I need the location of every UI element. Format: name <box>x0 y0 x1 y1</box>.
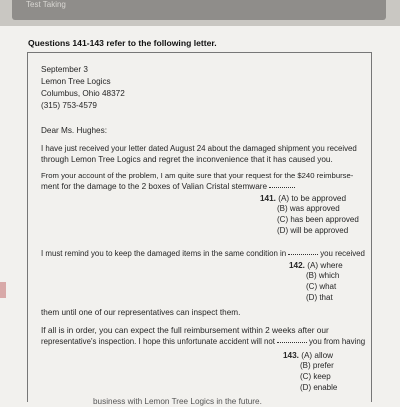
para1-line2: through Lemon Tree Logics and regret the inconvenience that it has caused you. <box>41 155 333 164</box>
para4-line2-end: you from having <box>308 337 366 346</box>
para3-line2: them until one of our representatives can inspect them. <box>41 308 241 317</box>
question-142-option-a: (A) where <box>307 261 343 270</box>
blank-143 <box>277 341 307 343</box>
header-bar <box>12 0 386 20</box>
question-141-option-d: (D) will be approved <box>277 226 349 235</box>
question-143-number: 143. <box>283 351 299 360</box>
closing-partial: business with Lemon Tree Logics in the future. <box>93 397 262 406</box>
question-141-option-c: (C) has been approved <box>277 215 359 224</box>
para3-line1-text: I must remind you to keep the damaged items in the same condition in <box>41 249 287 258</box>
edge-mark <box>0 282 6 298</box>
para4-line2-text: representative's inspection. I hope this unfortunate accident will not <box>41 337 275 346</box>
para4-line1: If all is in order, you can expect the full reimbursement within 2 weeks after our <box>41 325 329 335</box>
question-143-option-b: (B) prefer <box>300 361 334 370</box>
para3-line1-end: you received <box>320 249 365 258</box>
letter-date: September 3 <box>41 65 88 74</box>
question-heading: Questions 141-143 refer to the following letter. <box>28 38 217 48</box>
para1-line1: I have just received your letter dated August 24 about the damaged shipment you received <box>41 144 357 153</box>
para4-line2 <box>41 336 365 347</box>
question-143 <box>283 350 333 361</box>
para2-line2 <box>41 181 297 192</box>
question-141-option-a: (A) to be approved <box>278 194 347 203</box>
letter-box <box>27 52 372 406</box>
question-142-number: 142. <box>289 261 305 270</box>
question-141-number: 141. <box>260 194 276 203</box>
question-142-option-c: (C) what <box>306 282 337 291</box>
para3-line1 <box>41 248 365 259</box>
question-143-option-d: (D) enable <box>300 383 338 392</box>
blank-141 <box>269 186 295 188</box>
question-141-option-b: (B) was approved <box>277 204 340 213</box>
question-143-option-c: (C) keep <box>300 372 331 381</box>
question-141 <box>260 193 346 204</box>
question-142-option-d: (D) that <box>306 293 333 302</box>
question-142 <box>289 260 343 271</box>
letter-address: Columbus, Ohio 48372 <box>41 89 125 98</box>
question-143-option-a: (A) allow <box>301 351 334 360</box>
blank-142 <box>288 253 318 255</box>
letter-salutation: Dear Ms. Hughes: <box>41 126 107 135</box>
header-bar-text: Test Taking <box>26 0 66 9</box>
para2-line1: From your account of the problem, I am quite sure that your request for the $240 reimburse- <box>41 171 354 180</box>
para2-line2-text: ment for the damage to the 2 boxes of Valian Cristal stemware <box>41 182 268 191</box>
question-142-option-b: (B) which <box>306 271 340 280</box>
letter-phone: (315) 753-4579 <box>41 101 97 110</box>
letter-company: Lemon Tree Logics <box>41 77 111 86</box>
